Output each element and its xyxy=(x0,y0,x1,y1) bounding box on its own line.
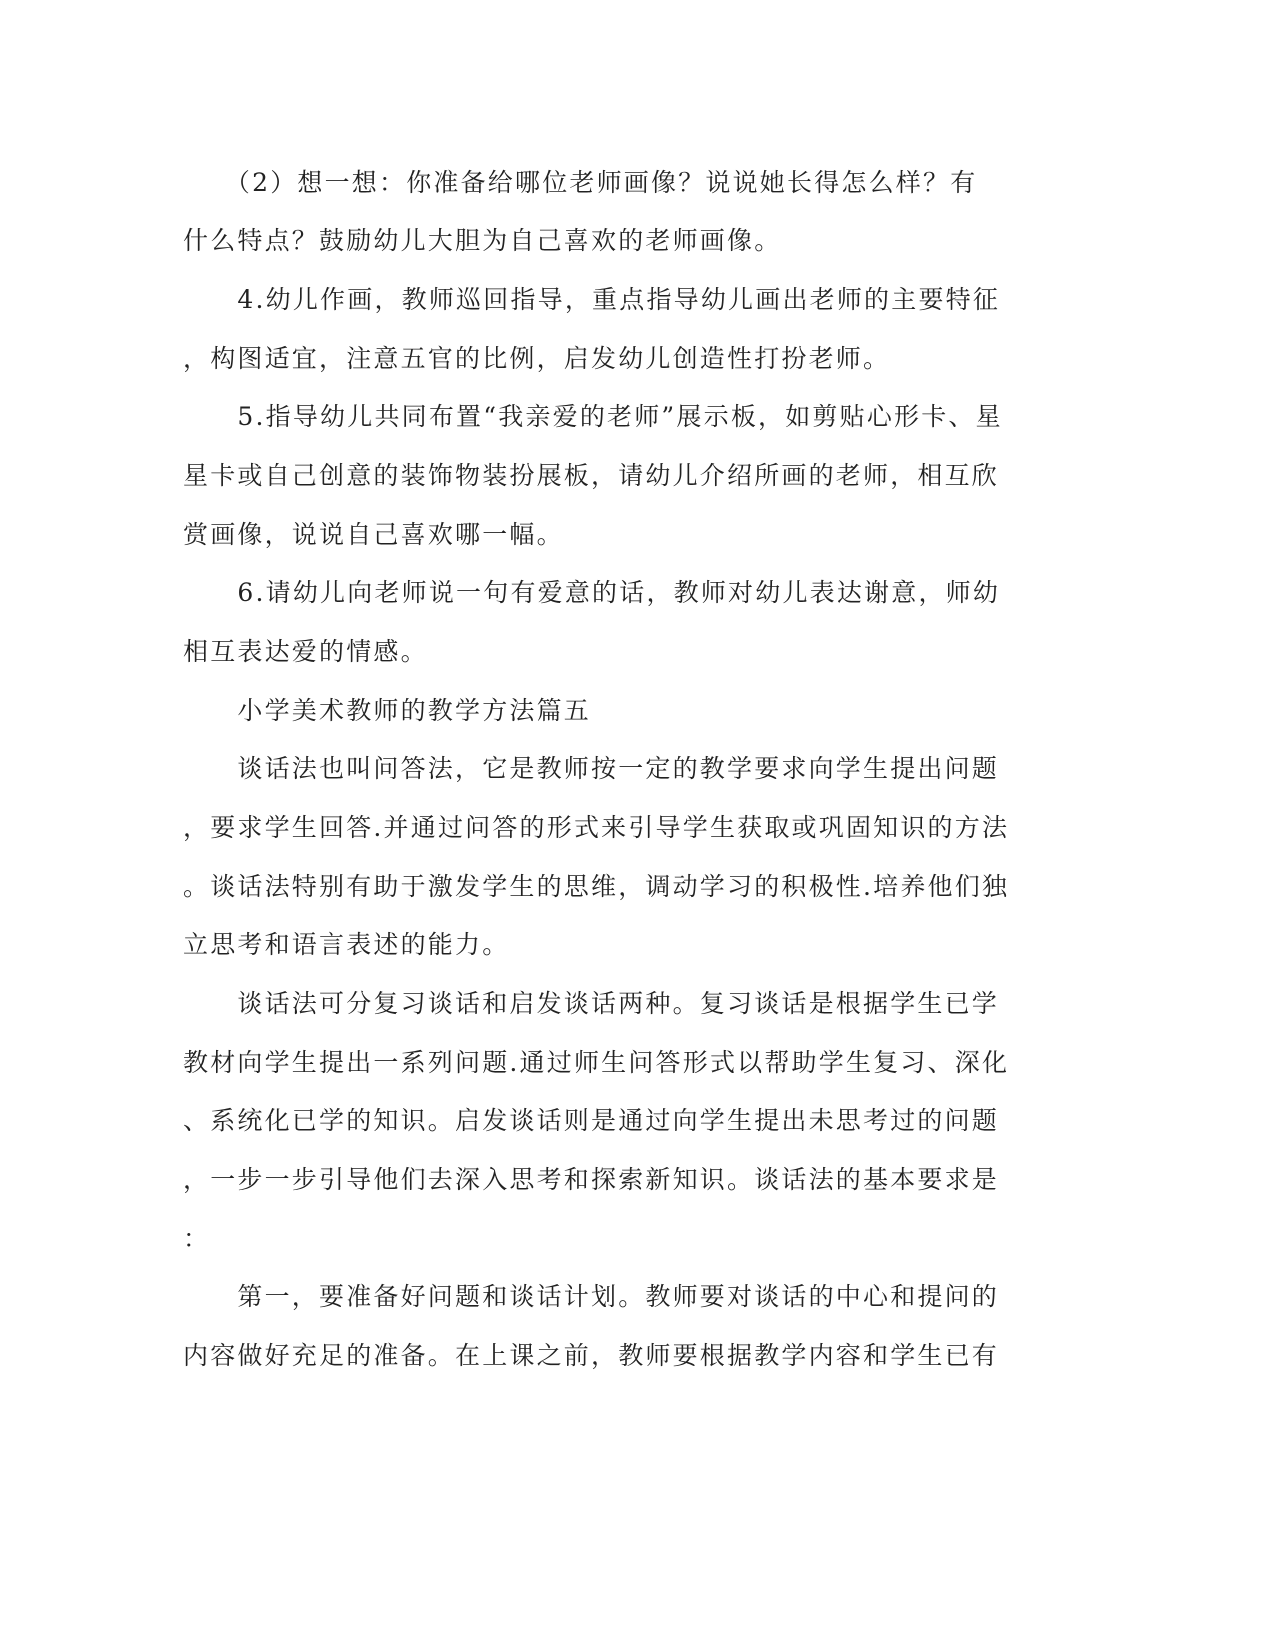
text-line: ，构图适宜，注意五官的比例，启发幼儿创造性打扮老师。 xyxy=(183,344,891,373)
text-line: 相互表达爱的情感。 xyxy=(183,637,428,666)
text-line: ，要求学生回答.并通过问答的形式来引导学生获取或巩固知识的方法 xyxy=(183,813,1010,842)
text-line: 什么特点？鼓励幼儿大胆为自己喜欢的老师画像。 xyxy=(183,226,782,255)
text-line: 6.请幼儿向老师说一句有爱意的话，教师对幼儿表达谢意，师幼 xyxy=(183,578,1001,607)
text-line: 教材向学生提出一系列问题.通过师生问答形式以帮助学生复习、深化 xyxy=(183,1048,1010,1077)
text-line: 。谈话法特别有助于激发学生的思维，调动学习的积极性.培养他们独 xyxy=(183,872,1010,901)
text-line: 、系统化已学的知识。启发谈话则是通过向学生提出未思考过的问题 xyxy=(183,1106,1000,1135)
text-line: 谈话法也叫问答法，它是教师按一定的教学要求向学生提出问题 xyxy=(183,754,1000,783)
text-line: 赏画像，说说自己喜欢哪一幅。 xyxy=(183,520,564,549)
text-line: 4.幼儿作画，教师巡回指导，重点指导幼儿画出老师的主要特征 xyxy=(183,285,1001,314)
text-line: 第一，要准备好问题和谈话计划。教师要对谈话的中心和提问的 xyxy=(183,1282,1000,1311)
text-line: 5.指导幼儿共同布置“我亲爱的老师”展示板，如剪贴心形卡、星 xyxy=(183,402,1003,431)
text-line: （2）想一想：你准备给哪位老师画像？说说她长得怎么样？有 xyxy=(183,168,978,197)
text-line: 立思考和语言表述的能力。 xyxy=(183,930,510,959)
text-line: 星卡或自己创意的装饰物装扮展板，请幼儿介绍所画的老师，相互欣 xyxy=(183,461,1000,490)
text-line: 谈话法可分复习谈话和启发谈话两种。复习谈话是根据学生已学 xyxy=(183,989,1000,1018)
section-heading: 小学美术教师的教学方法篇五 xyxy=(183,696,592,725)
text-line: 内容做好充足的准备。在上课之前，教师要根据教学内容和学生已有 xyxy=(183,1341,1000,1370)
text-line: ： xyxy=(183,1224,211,1253)
text-line: ，一步一步引导他们去深入思考和探索新知识。谈话法的基本要求是 xyxy=(183,1165,1000,1194)
